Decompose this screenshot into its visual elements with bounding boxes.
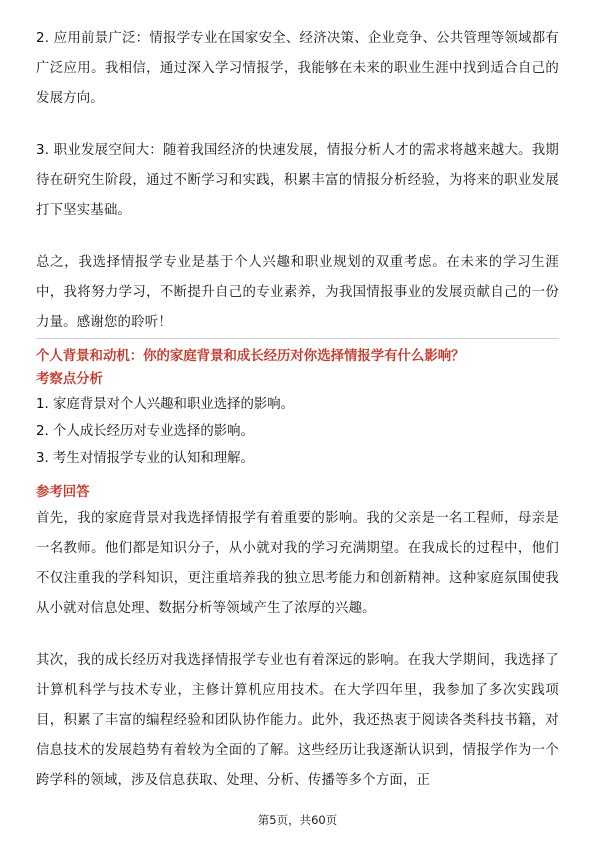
analysis-label: 考察点分析 — [36, 372, 103, 387]
analysis-item: 3. 考生对情报学专业的认知和理解。 — [36, 451, 254, 466]
paragraph-application-prospects: 2. 应用前景广泛：情报学专业在国家安全、经济决策、企业竞争、公共管理等领域都有广泛应用。我相信，通过深入学习情报学，我能够在未来的职业生涯中找到适合自己的发展方向。 — [36, 31, 559, 106]
paragraph-conclusion: 总之，我选择情报学专业是基于个人兴趣和职业规划的双重考虑。在未来的学习生涯中，我将努力学习，不断提升自己的专业素养，为我国情报事业的发展贡献自己的一份力量。感谢您的聆听！ — [36, 255, 559, 330]
answer-label: 参考回答 — [36, 485, 90, 500]
analysis-item: 1. 家庭背景对个人兴趣和职业选择的影响。 — [36, 397, 295, 412]
question-heading: 个人背景和动机：你的家庭背景和成长经历对你选择情报学有什么影响？ — [36, 349, 465, 364]
section-divider — [36, 338, 559, 339]
paragraph-career-space: 3. 职业发展空间大：随着我国经济的快速发展，情报分析人才的需求将越来越大。我期待在研究生阶段，通过不断学习和实践，积累丰富的情报分析经验，为将来的职业发展打下坚实基础。 — [36, 143, 559, 218]
document-page — [36, 24, 559, 796]
analysis-item: 2. 个人成长经历对专业选择的影响。 — [36, 424, 254, 439]
answer-paragraph-family: 首先，我的家庭背景对我选择情报学有着重要的影响。我的父亲是一名工程师，母亲是一名教师。他们都是知识分子，从小就对我的学习充满期望。在我成长的过程中，他们不仅注重我的学科知识，更注重培养我的独立思考能力和创新精神。这种家庭氛围使我从小就对信息处理、数据分析等领域产生了浓厚的兴趣。 — [36, 511, 559, 616]
answer-paragraph-experience: 其次，我的成长经历对我选择情报学专业也有着深远的影响。在我大学期间，我选择了计算机科学与技术专业，主修计算机应用技术。在大学四年里，我参加了多次实践项目，积累了丰富的编程经验和团队协作能力。此外，我还热衷于阅读各类科技书籍，对信息技术的发展趋势有着较为全面的了解。这些经历让我逐渐认识到，情报学作为一个跨学科的领域，涉及信息获取、处理、分析、传播等多个方面，正 — [36, 653, 559, 788]
page-number-footer: 第5页，共60页 — [257, 813, 338, 827]
